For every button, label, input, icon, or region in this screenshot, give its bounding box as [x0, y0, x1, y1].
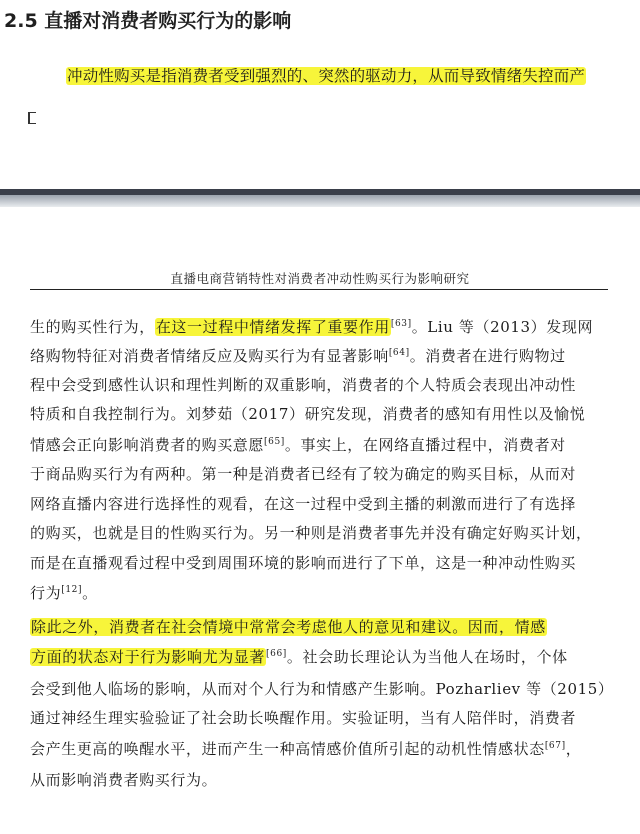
- line-text: 。事实上，在网络直播过程中，消费者对: [284, 436, 566, 454]
- previous-page-fragment: [0, 0, 640, 190]
- highlight-span: 冲动性购买是指消费者受到强烈的、突然的驱动力，从而导致情绪失控而产: [67, 67, 586, 85]
- line-text: 会产生更高的唤醒水平，进而产生一种高情感价值所引起的动机性情感状态: [30, 740, 545, 758]
- line-text: 情感会正向影响消费者的购买意愿: [30, 436, 265, 454]
- line-text: 生的购买性行为，: [30, 318, 155, 336]
- body-line: [30, 617, 610, 637]
- highlight-span: 除此之外，消费者在社会情境中常常会考虑他人的意见和建议。因而，情感: [31, 618, 546, 636]
- body-line: [30, 739, 610, 759]
- body-line: [30, 553, 610, 573]
- line-text: 而是在直播观看过程中受到周围环境的影响而进行了下单，这是一种冲动性购买: [30, 554, 577, 572]
- line-text: 程中会受到感性认识和理性判断的双重影响，消费者的个人特质会表现出冲动性: [30, 376, 577, 394]
- line-text: ，: [565, 740, 582, 758]
- body-line: [30, 523, 610, 543]
- citation-ref: [67]: [544, 741, 566, 751]
- line-text: 。: [82, 584, 98, 602]
- body-line: [30, 647, 610, 667]
- body-line: [30, 346, 610, 366]
- line-text: 络购物特征对消费者情绪反应及购买行为有显著影响: [30, 347, 389, 365]
- body-line: [30, 583, 610, 603]
- text-cursor-mark: [28, 112, 36, 124]
- running-head: 直播电商营销特性对消费者冲动性购买行为影响研究: [170, 271, 470, 286]
- citation-ref: [65]: [264, 437, 285, 447]
- highlight-span: 方面的状态对于行为影响尤为显著: [31, 648, 266, 666]
- line-text: 的购买，也就是目的性购买行为。另一种则是消费者事先并没有确定好购买计划，: [30, 524, 592, 542]
- body-line: [30, 494, 610, 514]
- section-heading: 2.5 直播对消费者购买行为的影响: [4, 10, 292, 32]
- body-line: [30, 435, 610, 455]
- body-line: [30, 770, 610, 790]
- citation-ref: [63]: [390, 319, 412, 329]
- line-text: 。消费者在进行购物过: [409, 347, 566, 365]
- line-text: 。社会助长理论认为当他人在场时，个体: [286, 648, 568, 666]
- citation-ref: [66]: [266, 649, 287, 659]
- line-text: 通过神经生理实验验证了社会助长唤醒作用。实验证明，当有人陪伴时，消费者: [30, 709, 577, 727]
- citation-ref: [64]: [388, 348, 410, 358]
- body-line: [30, 464, 610, 484]
- highlighted-text-line: [66, 64, 586, 86]
- page-gap: [0, 195, 640, 207]
- body-line: [30, 375, 610, 395]
- line-text: 于商品购买行为有两种。第一种是消费者已经有了较为确定的购买目标，从而对: [30, 465, 577, 483]
- body-line: [30, 679, 614, 699]
- line-text: 从而影响消费者购买行为。: [30, 771, 218, 789]
- line-text: 行为: [30, 584, 62, 602]
- current-page: [0, 207, 640, 834]
- body-line: [30, 317, 610, 337]
- line-text: 特质和自我控制行为。刘梦茹（2017）研究发现，消费者的感知有用性以及愉悦: [30, 405, 586, 423]
- line-text: 会受到他人临场的影响，从而对个人行为和情感产生影响。Pozharliev 等（2015）: [30, 680, 614, 698]
- body-line: [30, 404, 610, 424]
- line-text: 网络直播内容进行选择性的观看，在这一过程中受到主播的刺激而进行了有选择: [30, 495, 577, 513]
- highlight-span: 在这一过程中情绪发挥了重要作用: [155, 318, 390, 336]
- line-text: 。Liu 等（2013）发现网: [411, 318, 594, 336]
- header-rule: [30, 289, 608, 290]
- body-line: [30, 708, 610, 728]
- citation-ref: [12]: [61, 585, 83, 595]
